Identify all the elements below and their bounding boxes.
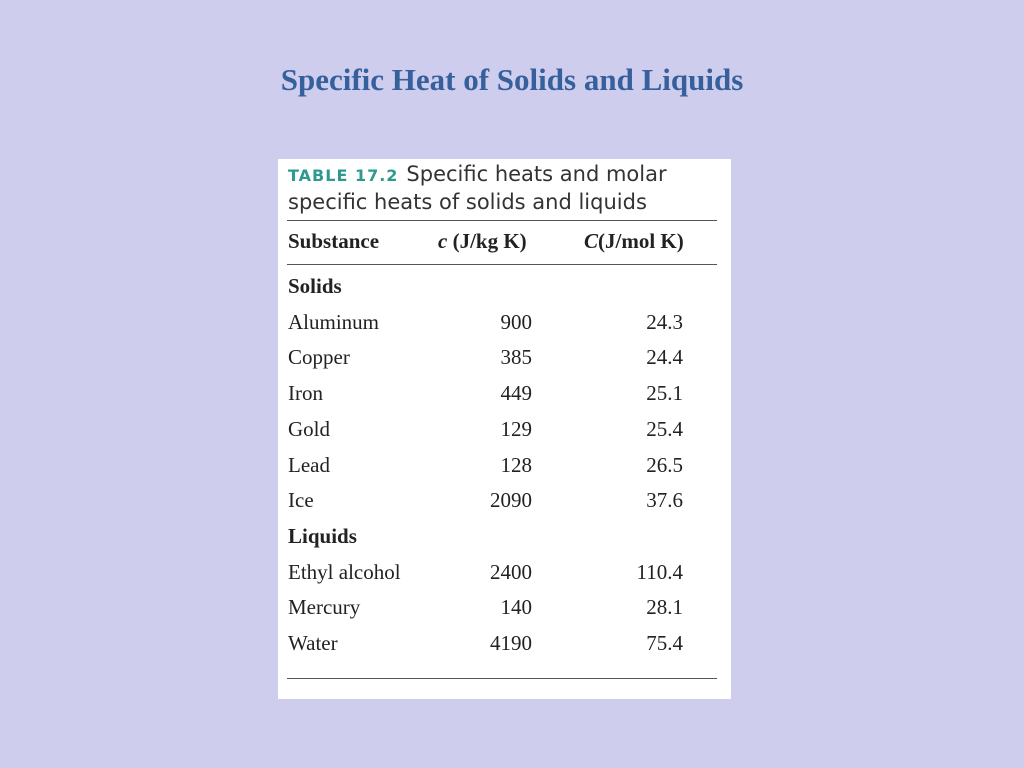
specific-heat-cell: 900 bbox=[500, 309, 532, 334]
molar-heat-cell: 26.5 bbox=[646, 452, 683, 477]
header-specific-heat-symbol: c bbox=[438, 229, 448, 253]
molar-heat-cell: 37.6 bbox=[646, 488, 683, 513]
molar-heat-cell: 25.1 bbox=[646, 381, 683, 406]
specific-heat-table bbox=[278, 159, 731, 699]
specific-heat-cell: 129 bbox=[500, 416, 532, 441]
table-bottom-rule bbox=[287, 678, 717, 679]
table-header-row bbox=[278, 229, 731, 265]
header-specific-heat-unit: (J/kg K) bbox=[452, 229, 527, 253]
table-number: TABLE 17.2 bbox=[288, 166, 399, 185]
substance-cell: Lead bbox=[288, 452, 330, 477]
specific-heat-cell: 128 bbox=[500, 452, 532, 477]
substance-cell: Mercury bbox=[288, 595, 361, 620]
table-row bbox=[278, 417, 731, 453]
section-label: Solids bbox=[288, 274, 342, 298]
substance-cell: Gold bbox=[288, 416, 330, 441]
section-header-row bbox=[278, 274, 731, 310]
table-top-rule bbox=[287, 220, 717, 221]
header-specific-heat bbox=[438, 229, 527, 254]
header-molar-heat bbox=[584, 229, 684, 254]
molar-heat-cell: 28.1 bbox=[646, 595, 683, 620]
header-molar-heat-symbol: C bbox=[584, 229, 599, 253]
molar-heat-cell: 24.3 bbox=[646, 309, 683, 334]
table-row bbox=[278, 488, 731, 524]
substance-cell: Aluminum bbox=[288, 309, 380, 334]
molar-heat-cell: 25.4 bbox=[646, 416, 683, 441]
table-row bbox=[278, 631, 731, 667]
table-row bbox=[278, 560, 731, 596]
table-caption-text: Specific heats and molar specific heats of solids and liquids bbox=[288, 162, 667, 214]
specific-heat-cell: 449 bbox=[500, 381, 532, 406]
table-row bbox=[278, 453, 731, 489]
specific-heat-cell: 2090 bbox=[490, 488, 532, 513]
table-row bbox=[278, 345, 731, 381]
table-header-rule bbox=[287, 264, 717, 265]
header-molar-heat-unit: (J/mol K) bbox=[598, 229, 684, 253]
table-row bbox=[278, 381, 731, 417]
slide-title: Specific Heat of Solids and Liquids bbox=[280, 62, 744, 97]
substance-cell: Ethyl alcohol bbox=[288, 559, 401, 584]
table-row bbox=[278, 595, 731, 631]
molar-heat-cell: 24.4 bbox=[646, 345, 683, 370]
header-substance: Substance bbox=[288, 229, 380, 253]
section-label: Liquids bbox=[288, 523, 357, 548]
specific-heat-cell: 4190 bbox=[490, 631, 532, 655]
specific-heat-cell: 2400 bbox=[490, 559, 532, 584]
specific-heat-cell: 140 bbox=[500, 595, 532, 620]
table-caption bbox=[288, 161, 718, 216]
substance-cell: Ice bbox=[288, 488, 314, 513]
substance-cell: Water bbox=[288, 631, 338, 655]
substance-cell: Copper bbox=[288, 345, 350, 370]
molar-heat-cell: 110.4 bbox=[636, 559, 683, 584]
substance-cell: Iron bbox=[288, 381, 323, 406]
section-header-row bbox=[278, 524, 731, 560]
table-row bbox=[278, 310, 731, 346]
molar-heat-cell: 75.4 bbox=[646, 631, 683, 655]
specific-heat-cell: 385 bbox=[500, 345, 532, 370]
